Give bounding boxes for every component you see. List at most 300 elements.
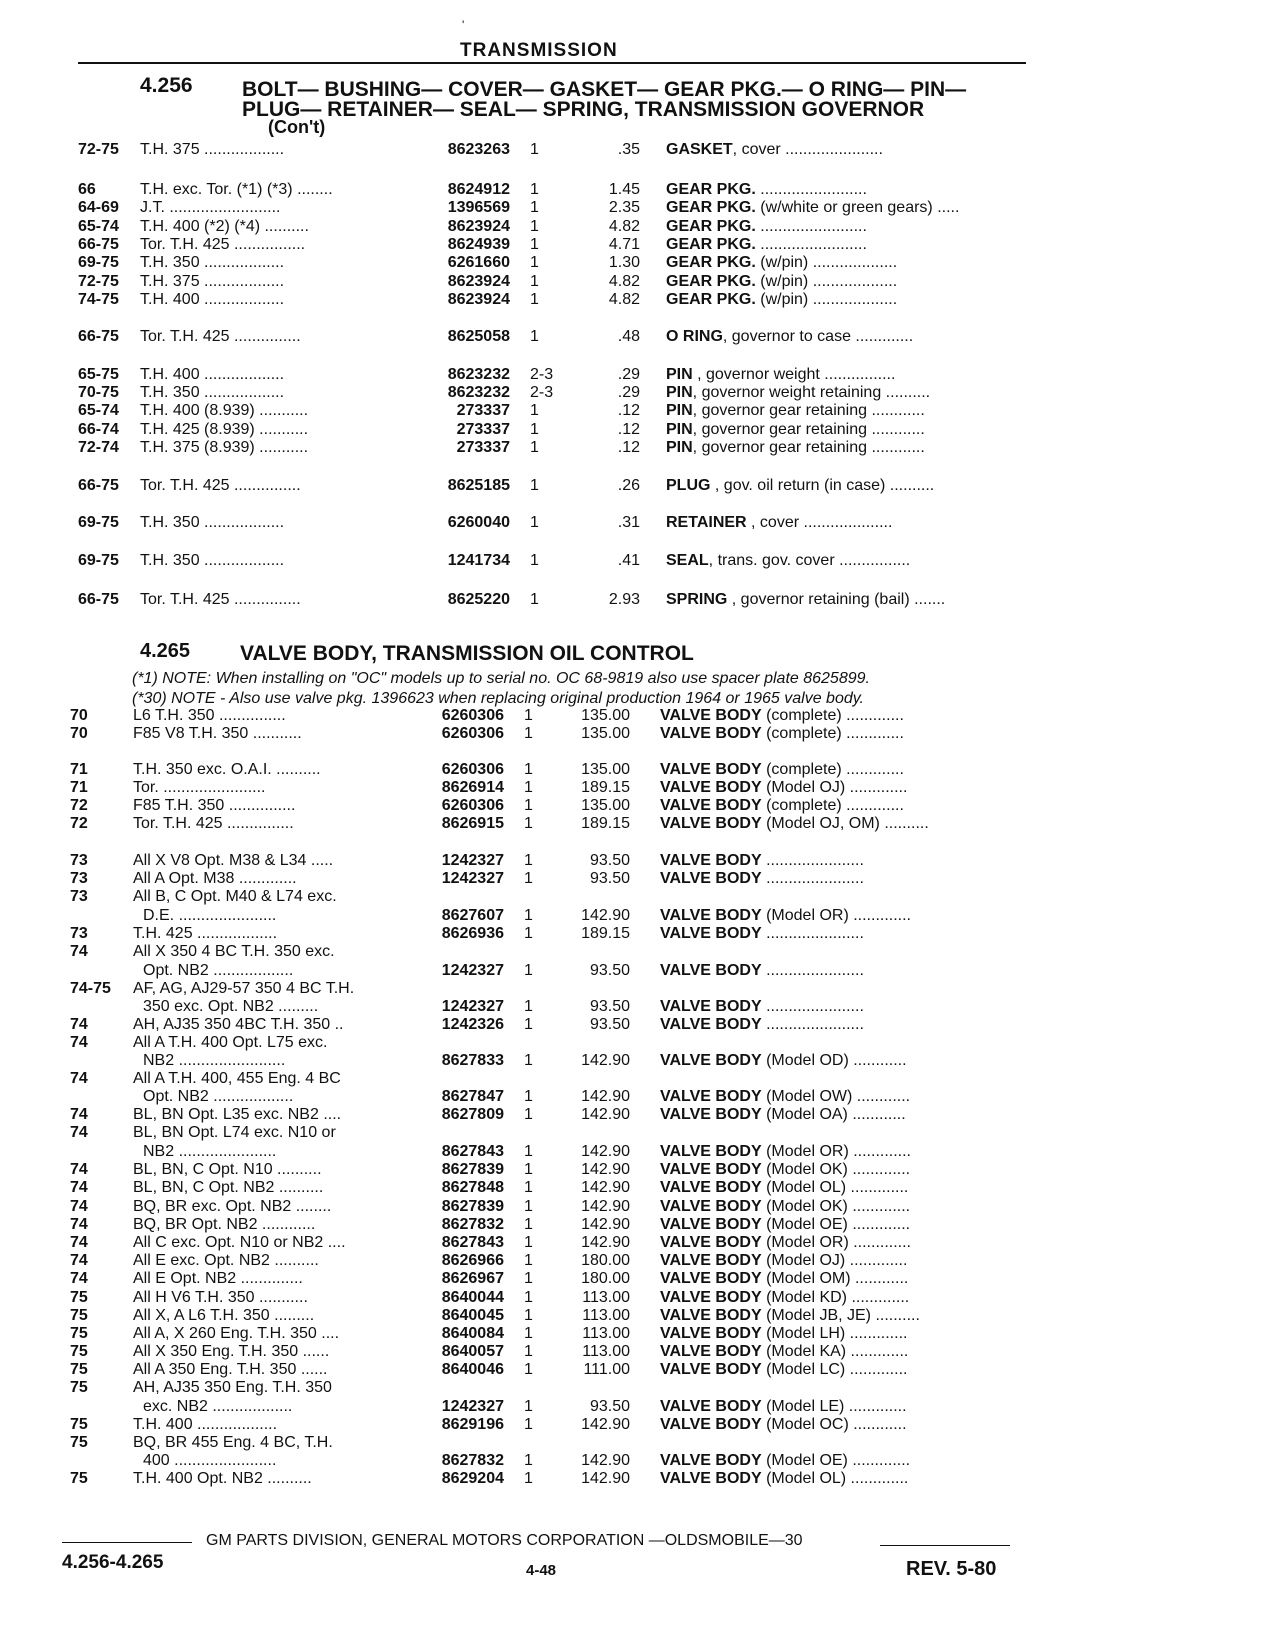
application: Opt. NB2 .................. [143, 1088, 294, 1105]
application: All A T.H. 400, 455 Eng. 4 BC [133, 1070, 341, 1087]
section-title-line1: BOLT— BUSHING— COVER— GASKET— GEAR PKG.— O RING— PIN— [242, 78, 967, 101]
price: 1.30 [608, 254, 640, 271]
description-name: VALVE BODY [660, 761, 762, 778]
parts-row [0, 1233, 1280, 1253]
part-number: 1242326 [441, 1016, 504, 1033]
part-number: 8627809 [441, 1106, 504, 1123]
model-year: 66-75 [78, 591, 119, 608]
description-name: VALVE BODY [660, 1161, 762, 1178]
part-number: 8623232 [447, 384, 510, 401]
quantity: 1 [524, 779, 533, 796]
application: NB2 ........................ [143, 1052, 286, 1069]
model-year: 65-74 [78, 218, 119, 235]
price: .26 [617, 477, 640, 494]
price: 142.90 [581, 907, 630, 924]
description [666, 513, 1041, 533]
part-number: 8627832 [441, 1452, 504, 1469]
description-detail: (complete) ............. [761, 707, 904, 724]
quantity: 1 [524, 1179, 533, 1196]
parts-row [0, 814, 1280, 834]
part-number: 8640046 [441, 1361, 504, 1378]
part-number: 8640044 [441, 1289, 504, 1306]
model-year: 74 [70, 1124, 88, 1141]
description-name: VALVE BODY [660, 962, 762, 979]
description [660, 1306, 1035, 1326]
section-title-line2: PLUG— RETAINER— SEAL— SPRING, TRANSMISSION GOVERNOR [242, 98, 925, 121]
application: All X 350 4 BC T.H. 350 exc. [133, 943, 335, 960]
part-number: 8626915 [441, 815, 504, 832]
part-number: 8627843 [441, 1143, 504, 1160]
quantity: 1 [524, 1234, 533, 1251]
description [666, 476, 1041, 496]
description-detail: ...................... [761, 870, 864, 887]
price: 4.82 [608, 218, 640, 235]
price: .41 [617, 552, 640, 569]
price: 142.90 [581, 1452, 630, 1469]
description [660, 1015, 1035, 1035]
description-detail: (Model OK) ............. [761, 1198, 911, 1215]
model-year: 74 [70, 1034, 88, 1051]
description [666, 438, 1041, 458]
quantity: 1 [524, 1398, 533, 1415]
parts-row [0, 1433, 1280, 1453]
application: Tor. T.H. 425 ............... [140, 477, 301, 494]
parts-row [0, 513, 1280, 533]
description-detail: (Model OJ) ............. [761, 1252, 908, 1269]
quantity: 1 [530, 236, 539, 253]
part-number: 8627848 [441, 1179, 504, 1196]
quantity: 1 [530, 141, 539, 158]
parts-row [0, 1306, 1280, 1326]
application: 350 exc. Opt. NB2 ......... [143, 998, 319, 1015]
description-detail: (w/pin) ................... [755, 291, 898, 308]
model-year: 64-69 [78, 199, 119, 216]
description-name: SEAL [666, 552, 709, 569]
description-detail: (Model OJ, OM) .......... [761, 815, 929, 832]
description-name: VALVE BODY [660, 1343, 762, 1360]
application: All E Opt. NB2 .............. [133, 1270, 303, 1287]
quantity: 1 [524, 1452, 533, 1469]
description-detail: ...................... [761, 962, 864, 979]
parts-row [0, 180, 1280, 200]
description [660, 1469, 1035, 1489]
description [666, 198, 1041, 218]
description [660, 1160, 1035, 1180]
description [660, 778, 1035, 798]
description-name: VALVE BODY [660, 1088, 762, 1105]
part-number: 8627607 [441, 907, 504, 924]
part-number: 8640045 [441, 1307, 504, 1324]
part-number: 8626966 [441, 1252, 504, 1269]
quantity: 1 [524, 1052, 533, 1069]
model-year: 69-75 [78, 254, 119, 271]
quantity: 1 [524, 870, 533, 887]
application: BQ, BR exc. Opt. NB2 ........ [133, 1198, 332, 1215]
description-detail: (w/pin) ................... [755, 273, 898, 290]
description [660, 1142, 1035, 1162]
application: All H V6 T.H. 350 ........... [133, 1289, 308, 1306]
description [666, 365, 1041, 385]
description-name: GEAR PKG. [666, 199, 756, 216]
price: 135.00 [581, 707, 630, 724]
price: 135.00 [581, 761, 630, 778]
application: L6 T.H. 350 ............... [133, 707, 286, 724]
part-number: 8623924 [447, 218, 510, 235]
parts-row [0, 235, 1280, 255]
application: Tor. T.H. 425 ............... [140, 591, 301, 608]
part-number: 1396569 [447, 199, 510, 216]
quantity: 1 [530, 514, 539, 531]
description-name: VALVE BODY [660, 1052, 762, 1069]
model-year: 73 [70, 925, 88, 942]
part-number: 8623232 [447, 366, 510, 383]
parts-row [0, 796, 1280, 816]
model-year: 74 [70, 1234, 88, 1251]
description [666, 140, 1041, 160]
description-name: VALVE BODY [660, 1307, 762, 1324]
price: 135.00 [581, 725, 630, 742]
price: 1.45 [608, 181, 640, 198]
part-number: 1242327 [441, 998, 504, 1015]
model-year: 72-75 [78, 273, 119, 290]
top-mark: ' [462, 18, 465, 32]
parts-row [0, 420, 1280, 440]
description [660, 1342, 1035, 1362]
model-year: 65-75 [78, 366, 119, 383]
model-year: 74 [70, 1252, 88, 1269]
description-detail: (Model KA) ............. [761, 1343, 909, 1360]
description-name: GEAR PKG. [666, 218, 756, 235]
part-number: 8627839 [441, 1161, 504, 1178]
part-number: 1242327 [441, 962, 504, 979]
price: 113.00 [582, 1343, 630, 1360]
model-year: 71 [70, 779, 88, 796]
description [660, 997, 1035, 1017]
description-name: PLUG [666, 477, 711, 494]
price: 142.90 [581, 1234, 630, 1251]
parts-row [0, 851, 1280, 871]
parts-row [0, 724, 1280, 744]
model-year: 75 [70, 1434, 88, 1451]
parts-row [0, 1105, 1280, 1125]
quantity: 1 [530, 199, 539, 216]
application: T.H. 425 (8.939) ........... [140, 421, 309, 438]
part-number: 8627833 [441, 1052, 504, 1069]
description-name: PIN [666, 421, 693, 438]
application: AH, AJ35 350 Eng. T.H. 350 [133, 1379, 332, 1396]
model-year: 74 [70, 1161, 88, 1178]
price: .35 [617, 141, 640, 158]
quantity: 1 [524, 925, 533, 942]
page-header-title: TRANSMISSION [460, 40, 618, 61]
quantity: 1 [524, 998, 533, 1015]
parts-row [0, 997, 1280, 1017]
application: NB2 ...................... [143, 1143, 277, 1160]
parts-row [0, 551, 1280, 571]
model-year: 74 [70, 1070, 88, 1087]
description-name: VALVE BODY [660, 779, 762, 796]
part-number: 8623924 [447, 273, 510, 290]
price: 142.90 [581, 1088, 630, 1105]
parts-row [0, 887, 1280, 907]
quantity: 1 [530, 218, 539, 235]
section2-number: 4.265 [140, 640, 191, 662]
description [666, 401, 1041, 421]
part-number: 6260306 [441, 707, 504, 724]
description [666, 420, 1041, 440]
price: 93.50 [589, 1398, 630, 1415]
application: J.T. ......................... [140, 199, 281, 216]
price: .31 [617, 514, 640, 531]
application: T.H. 400 (*2) (*4) .......... [140, 218, 309, 235]
section2-note1: (*1) NOTE: When installing on "OC" models up to serial no. OC 68-9819 also use spacer plate 8625899. [132, 670, 870, 687]
description [660, 1324, 1035, 1344]
description-name: VALVE BODY [660, 998, 762, 1015]
description-name: VALVE BODY [660, 852, 762, 869]
application: All A, X 260 Eng. T.H. 350 .... [133, 1325, 340, 1342]
parts-row [0, 1160, 1280, 1180]
model-year: 74 [70, 1270, 88, 1287]
parts-row [0, 1415, 1280, 1435]
quantity: 1 [524, 907, 533, 924]
application: AF, AG, AJ29-57 350 4 BC T.H. [133, 980, 355, 997]
price: 142.90 [581, 1052, 630, 1069]
parts-row [0, 1360, 1280, 1380]
quantity: 1 [530, 402, 539, 419]
parts-row [0, 1197, 1280, 1217]
model-year: 70 [70, 725, 88, 742]
quantity: 1 [524, 1088, 533, 1105]
description-detail: , cover .................... [746, 514, 893, 531]
footer-rule-right [880, 1545, 1010, 1546]
description [666, 253, 1041, 273]
application: BQ, BR 455 Eng. 4 BC, T.H. [133, 1434, 333, 1451]
price: .12 [617, 402, 640, 419]
price: 111.00 [583, 1361, 630, 1378]
description-detail: (complete) ............. [761, 761, 904, 778]
description-detail: , governor gear retaining ............ [692, 421, 925, 438]
model-year: 75 [70, 1379, 88, 1396]
model-year: 74 [70, 1016, 88, 1033]
quantity: 1 [524, 761, 533, 778]
application: T.H. 400 .................. [140, 291, 285, 308]
price: 113.00 [582, 1289, 630, 1306]
price: 113.00 [582, 1325, 630, 1342]
price: 113.00 [582, 1307, 630, 1324]
description [660, 814, 1035, 834]
description-detail: (Model OC) ............ [761, 1416, 907, 1433]
description-name: GEAR PKG. [666, 236, 756, 253]
description [660, 796, 1035, 816]
application: All A 350 Eng. T.H. 350 ...... [133, 1361, 328, 1378]
description-name: VALVE BODY [660, 1179, 762, 1196]
description-detail: (Model OR) ............. [761, 1143, 911, 1160]
description [660, 851, 1035, 871]
parts-row [0, 869, 1280, 889]
application: Opt. NB2 .................. [143, 962, 294, 979]
quantity: 1 [524, 725, 533, 742]
parts-row [0, 760, 1280, 780]
part-number: 8629204 [441, 1470, 504, 1487]
application: T.H. 350 .................. [140, 552, 285, 569]
parts-row [0, 1051, 1280, 1071]
price: 4.71 [608, 236, 640, 253]
parts-row [0, 1324, 1280, 1344]
description-name: VALVE BODY [660, 1270, 762, 1287]
parts-row [0, 1378, 1280, 1398]
description-detail: (Model OA) ............ [761, 1106, 906, 1123]
description-name: VALVE BODY [660, 1106, 762, 1123]
description-detail: (Model OE) ............. [761, 1452, 911, 1469]
model-year: 75 [70, 1470, 88, 1487]
model-year: 73 [70, 852, 88, 869]
quantity: 1 [530, 181, 539, 198]
description-detail: (Model LE) ............. [761, 1398, 907, 1415]
application: BL, BN Opt. L74 exc. N10 or [133, 1124, 336, 1141]
application: T.H. 400 Opt. NB2 .......... [133, 1470, 312, 1487]
description [666, 180, 1041, 200]
model-year: 75 [70, 1325, 88, 1342]
application: All A Opt. M38 ............. [133, 870, 297, 887]
part-number: 6260306 [441, 797, 504, 814]
application: All X 350 Eng. T.H. 350 ...... [133, 1343, 330, 1360]
description [660, 1397, 1035, 1417]
description-name: GASKET [666, 141, 733, 158]
description [660, 1251, 1035, 1271]
quantity: 1 [530, 254, 539, 271]
description-detail: (Model OL) ............. [761, 1470, 909, 1487]
application: All X, A L6 T.H. 350 ......... [133, 1307, 315, 1324]
part-number: 8626914 [441, 779, 504, 796]
quantity: 1 [524, 815, 533, 832]
description-detail: (w/white or green gears) ..... [755, 199, 960, 216]
price: 93.50 [589, 870, 630, 887]
application: 400 ....................... [143, 1452, 277, 1469]
description [660, 1051, 1035, 1071]
description-name: VALVE BODY [660, 1416, 762, 1433]
description-detail: (Model OK) ............. [761, 1161, 911, 1178]
price: 93.50 [589, 852, 630, 869]
part-number: 1242327 [441, 852, 504, 869]
description-detail: (w/pin) ................... [755, 254, 898, 271]
description-name: GEAR PKG. [666, 273, 756, 290]
description-detail: , trans. gov. cover ................ [708, 552, 911, 569]
parts-row [0, 1451, 1280, 1471]
price: 142.90 [581, 1143, 630, 1160]
part-number: 6260306 [441, 761, 504, 778]
description-detail: , governor gear retaining ............ [692, 402, 925, 419]
part-number: 8627832 [441, 1216, 504, 1233]
parts-row [0, 253, 1280, 273]
description-name: VALVE BODY [660, 870, 762, 887]
parts-row [0, 140, 1280, 160]
description-detail: (Model OM) ............ [761, 1270, 909, 1287]
description-detail: , governor to case ............. [722, 328, 914, 345]
description-name: PIN [666, 384, 693, 401]
description [666, 235, 1041, 255]
quantity: 1 [524, 1270, 533, 1287]
part-number: 273337 [456, 439, 510, 456]
description-detail: , governor gear retaining ............ [692, 439, 925, 456]
description [666, 217, 1041, 237]
description [660, 961, 1035, 981]
application: BL, BN, C Opt. NB2 .......... [133, 1179, 324, 1196]
quantity: 1 [524, 1161, 533, 1178]
description-detail: (Model OW) ............ [761, 1088, 911, 1105]
application: All X V8 Opt. M38 & L34 ..... [133, 852, 334, 869]
footer-revision: REV. 5-80 [906, 1558, 997, 1580]
description-detail: ...................... [761, 998, 864, 1015]
model-year: 74 [70, 1198, 88, 1215]
description-name: VALVE BODY [660, 1361, 762, 1378]
quantity: 1 [530, 421, 539, 438]
description-name: PIN [666, 402, 693, 419]
application: All B, C Opt. M40 & L74 exc. [133, 888, 337, 905]
parts-row [0, 438, 1280, 458]
parts-row [0, 198, 1280, 218]
application: Tor. ....................... [133, 779, 266, 796]
description [660, 724, 1035, 744]
description-detail: , cover ...................... [732, 141, 883, 158]
parts-row [0, 961, 1280, 981]
model-year: 70-75 [78, 384, 119, 401]
description-name: VALVE BODY [660, 1143, 762, 1160]
description [660, 706, 1035, 726]
description-detail: ...................... [761, 852, 864, 869]
part-number: 8625185 [447, 477, 510, 494]
application: All A T.H. 400 Opt. L75 exc. [133, 1034, 328, 1051]
price: .12 [617, 421, 640, 438]
part-number: 1242327 [441, 870, 504, 887]
parts-row [0, 1178, 1280, 1198]
footer-section-range: 4.256-4.265 [62, 1552, 164, 1573]
part-number: 8626936 [441, 925, 504, 942]
quantity: 1 [524, 1343, 533, 1360]
application: T.H. 375 .................. [140, 141, 285, 158]
model-year: 75 [70, 1307, 88, 1324]
description [660, 1288, 1035, 1308]
parts-row [0, 778, 1280, 798]
model-year: 75 [70, 1416, 88, 1433]
description-detail: ...................... [761, 925, 864, 942]
description-detail: ........................ [755, 218, 867, 235]
description-detail: , governor weight retaining .......... [692, 384, 931, 401]
price: 135.00 [581, 797, 630, 814]
application: T.H. 350 exc. O.A.I. .......... [133, 761, 321, 778]
part-number: 8625058 [447, 328, 510, 345]
application: Tor. T.H. 425 ............... [140, 328, 301, 345]
price: 93.50 [589, 998, 630, 1015]
part-number: 8627843 [441, 1234, 504, 1251]
description [666, 551, 1041, 571]
description [660, 924, 1035, 944]
description-name: SPRING [666, 591, 728, 608]
model-year: 69-75 [78, 552, 119, 569]
model-year: 72 [70, 815, 88, 832]
application: T.H. exc. Tor. (*1) (*3) ........ [140, 181, 333, 198]
model-year: 73 [70, 888, 88, 905]
model-year: 66-75 [78, 236, 119, 253]
parts-row [0, 1215, 1280, 1235]
parts-row [0, 1123, 1280, 1143]
price: .29 [617, 384, 640, 401]
description-name: VALVE BODY [660, 1234, 762, 1251]
description [660, 869, 1035, 889]
application: T.H. 400 (8.939) ........... [140, 402, 309, 419]
section-title-line3: (Con't) [268, 117, 326, 137]
description [660, 1415, 1035, 1435]
quantity: 1 [524, 1361, 533, 1378]
